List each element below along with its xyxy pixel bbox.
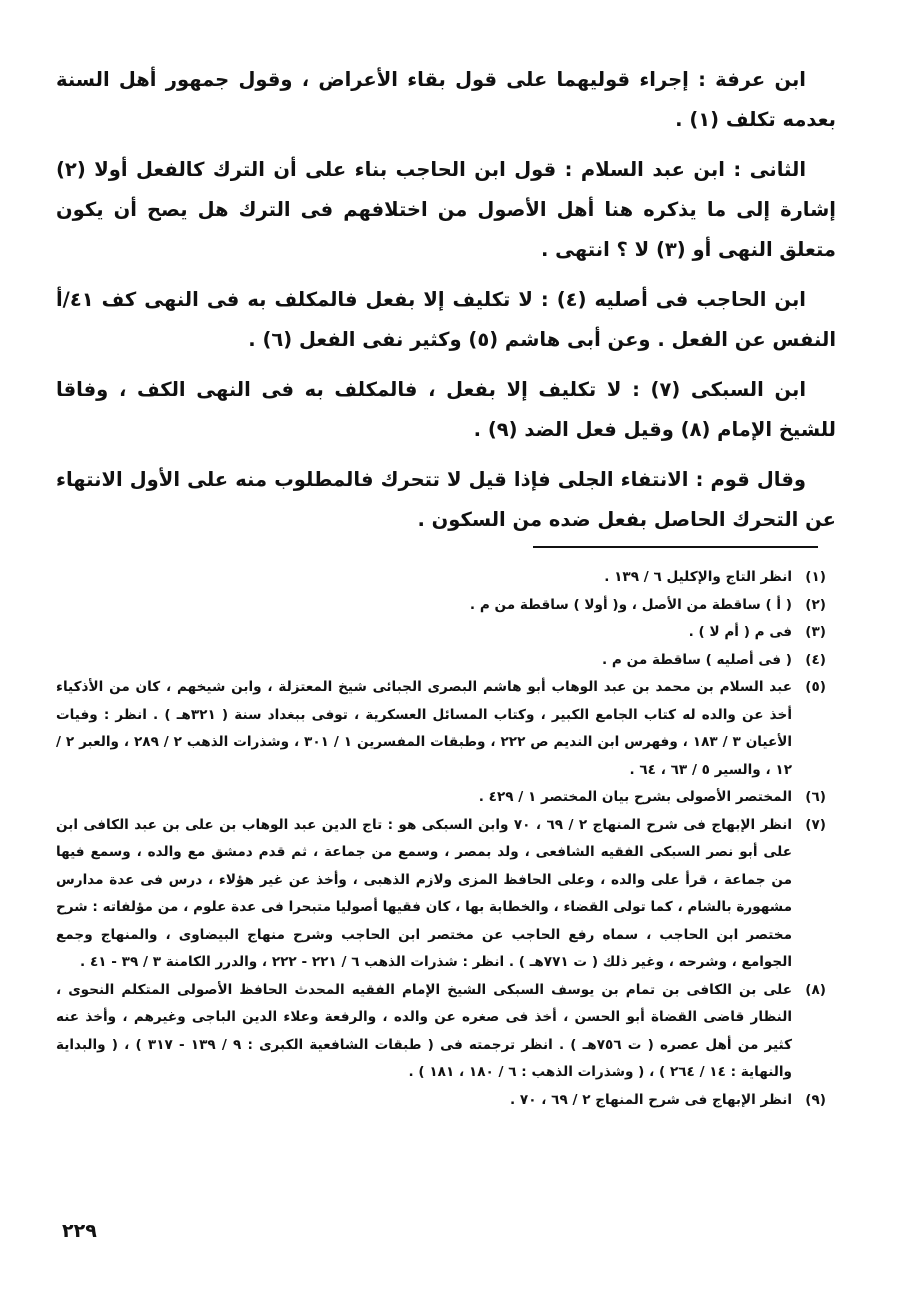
footnote-text: فى م ( أم لا ) .: [688, 624, 792, 640]
footnote-text: انظر الإبهاج فى شرح المنهاج ٢ / ٦٩ ، ٧٠ .: [510, 1091, 792, 1108]
footnote-text: ( أ ) ساقطة من الأصل ، و( أولا ) ساقطة من م .: [469, 596, 792, 613]
footnote-2: [56, 592, 826, 620]
footnote-3: [56, 619, 826, 647]
footnote-number: (١): [805, 569, 826, 585]
footnote-number: (٧): [805, 816, 826, 833]
footnote-text: على بن الكافى بن تمام بن يوسف السبكى الشيخ الإمام الفقيه المحدث الحافظ الأصولى المتكلم النحوى ، النظار قاضى القضاة أبو الحسن ، أخذ فى صغره عن والده ، والرفعة وعلاء الدين الباجى وغيرهم ، وأخذ عنه كثير من أهل عصره ( ت ٧٥٦هـ ) . انظر ترجمته فى ( طبقات الشافعية الكبرى : ٩ / ١٣٩ - ٣١٧ ) ، ( والبداية والنهاية : ١٤ / ٢٦٤ ) ، ( وشذرات الذهب : ٦ / ١٨٠ ، ١٨١ ) .: [56, 981, 793, 1080]
footnote-number: (٨): [805, 981, 826, 998]
paragraph-1: ابن عرفة : إجراء قوليهما على قول بقاء الأعراض ، وقول جمهور أهل السنة بعدمه تكلف (١) .: [56, 68, 836, 131]
footnote-5: [56, 674, 826, 784]
paragraph-3: ابن الحاجب فى أصليه (٤) : لا تكليف إلا بفعل فالمكلف به فى النهى كف ٤١/أ النفس عن الفعل . وعن أبى هاشم (٥) وكثير نفى الفعل (٦) .: [56, 288, 836, 351]
main-text: [56, 60, 836, 550]
footnote-number: (٩): [805, 1091, 826, 1108]
footnote-9: [56, 1087, 826, 1115]
footnote-text: ( فى أصليه ) ساقطة من م .: [602, 651, 792, 668]
paragraph-5: وقال قوم : الانتفاء الجلى فإذا قيل لا تتحرك فالمطلوب منه على الأول الانتهاء عن التحرك الحاصل بفعل ضده من السكون .: [56, 468, 836, 531]
footnotes: [56, 564, 826, 1114]
footnote-4: [56, 647, 826, 675]
paragraph-2: الثانى : ابن عبد السلام : قول ابن الحاجب بناء على أن الترك كالفعل أولا (٢) إشارة إلى ما يذكره هنا أهل الأصول من اختلافهم فى الترك هل يصح أن يكون متعلق النهى أو (٣) لا ؟ انتهى .: [56, 158, 836, 261]
footnote-number: (٦): [805, 789, 826, 805]
footnote-1: [56, 564, 826, 592]
footnote-text: المختصر الأصولى بشرح بيان المختصر ١ / ٤٢٩ .: [478, 789, 792, 805]
footnote-text: عبد السلام بن محمد بن عبد الوهاب أبو هاشم البصرى الجبائى شيخ المعتزلة ، وابن شيخهم ، كان من الأذكياء أخذ عن والده له كتاب الجامع الكبير ، وكتاب المسائل العسكرية ، توفى ببغداد سنة ( ٣٢١هـ ) . انظر : وفيات الأعيان ٣ / ١٨٣ ، وفهرس ابن النديم ص ٢٢٢ ، وطبقات المفسرين ١ / ٣٠١ ، وشذرات الذهب ٢ / ٢٨٩ ، والعبر ٢ / ١٢ ، والسير ٥ / ٦٣ ، ٦٤ .: [56, 679, 793, 778]
footnote-text: انظر التاج والإكليل ٦ / ١٣٩ .: [604, 569, 792, 585]
footnote-number: (٣): [805, 624, 826, 640]
footnote-7: [56, 812, 826, 977]
footnote-separator: [533, 546, 818, 548]
footnote-number: (٤): [805, 651, 826, 668]
footnote-text: انظر الإبهاج فى شرح المنهاج ٢ / ٦٩ ، ٧٠ وابن السبكى هو : تاج الدين عبد الوهاب بن على بن عبد الكافى ابن على أبو نصر السبكى الفقيه الشافعى ، ولد بمصر ، وسمع من جماعة ، ثم قدم دمشق مع والده ، وسمع فيها من جماعة ، قرأ على والده ، وعلى الحافظ المزى ولازم الذهبى ، وأخذ عن غير هؤلاء ، درس فى عدة مدارس مشهورة بالشام ، كما تولى القضاء ، والخطابة بها ، كان فقيها أصوليا متبحرا فى عدة علوم ، من مؤلفاته : شرح مختصر ابن الحاجب ، سماه رفع الحاجب عن مختصر ابن الحاجب وشرح منهاج البيضاوى ، والمنهاج وجمع الجوامع ، وشرحه ، وغير ذلك ( ت ٧٧١هـ ) . انظر : شذرات الذهب ٦ / ٢٢١ - ٢٢٢ ، والدرر الكامنة ٣ / ٣٩ - ٤١ .: [56, 816, 792, 970]
paragraph-4: ابن السبكى (٧) : لا تكليف إلا بفعل ، فالمكلف به فى النهى الكف ، وفاقا للشيخ الإمام (٨) وقيل فعل الضد (٩) .: [56, 378, 836, 441]
footnote-number: (٥): [805, 679, 826, 695]
footnote-6: [56, 784, 826, 812]
footnote-number: (٢): [805, 596, 826, 613]
page-number: ٢٢٩: [62, 1220, 97, 1242]
footnote-8: [56, 977, 826, 1087]
